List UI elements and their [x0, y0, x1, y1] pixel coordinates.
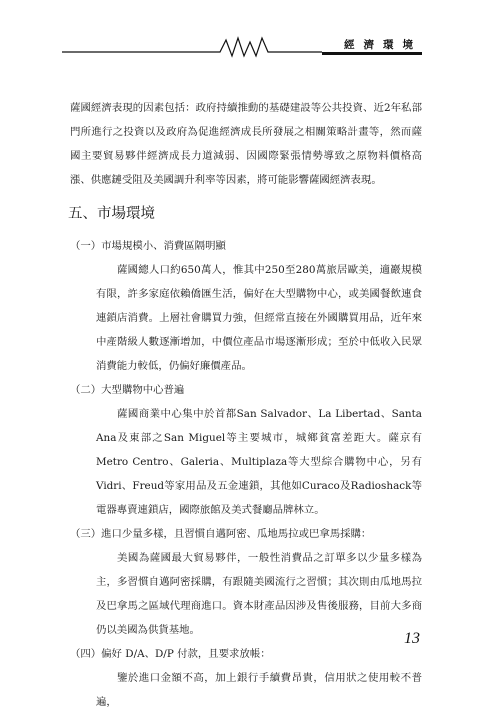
subsection-heading-3: （三）進口少量多樣，且習慣自邁阿密、瓜地馬拉或巴拿馬採購： [70, 528, 372, 540]
subsection-body-4: 鑒於進口金額不高，加上銀行手續費昂貴，信用狀之使用較不普遍， [96, 672, 422, 708]
page-number: 13 [404, 630, 420, 647]
subsection-heading-1: （一）市場規模小、消費區隔明顯 [70, 240, 226, 252]
intro-paragraph: 薩國經濟表現的因素包括：政府持續推動的基礎建設等公共投資、近2年私部門所進行之投資以及政府為促進經濟成長所發展之相關策略計畫等，然而薩國主要貿易夥伴經濟成長力道減弱、因國際緊張情勢導致之原物料價格高漲、供應鏈受阻及美國調升利率等因素，將可能影響薩國經濟表現。 [70, 102, 422, 186]
subsection-body-2: 薩國商業中心集中於首都San Salvador、La Libertad、Santa Ana及東部之San Miguel等主要城市，城鄉貧富差距大。薩京有Metro Centro、Galeria、Multiplaza等大型綜合購物中心，另有Vidri、Freud等家用品及五金連鎖，其他如Curaco及Radioshack等電器專賣連鎖店，國際旅館及美式餐廳品牌林立。 [96, 408, 422, 516]
header-title: 經濟環境 [344, 39, 422, 51]
header-bar [322, 52, 422, 55]
heartbeat-line-icon [62, 34, 322, 58]
subsection-heading-2: （二）大型購物中心普遍 [70, 384, 185, 396]
section-title: 五、市場環境 [68, 206, 155, 222]
subsection-heading-4: （四）偏好 D/A、D/P 付款，且要求放帳： [70, 648, 271, 660]
subsection-body-1: 薩國總人口約650萬人，惟其中250至280萬旅居歐美，適巖規模有限，許多家庭依賴僑匯生活，偏好在大型購物中心，或美國餐飲連食連鎖店消費。上層社會購買力強，但經常直接在外國購買用品，近年來中產階級人數逐漸增加，中價位產品市場逐漸形成；至於中低收入民眾消費能力較低，仍偏好廉價產品。 [96, 264, 422, 372]
page-header [62, 34, 422, 58]
page-content [70, 96, 422, 714]
subsection-body-3: 美國為薩國最大貿易夥伴，一般性消費品之訂單多以少量多樣為主，多習慣自邁阿密採購，有跟隨美國流行之習慣；其次則由瓜地馬拉及巴拿馬之區域代理商進口。資本財產品因涉及售後服務，目前大多商仍以美國為供貨基地。 [96, 552, 422, 636]
